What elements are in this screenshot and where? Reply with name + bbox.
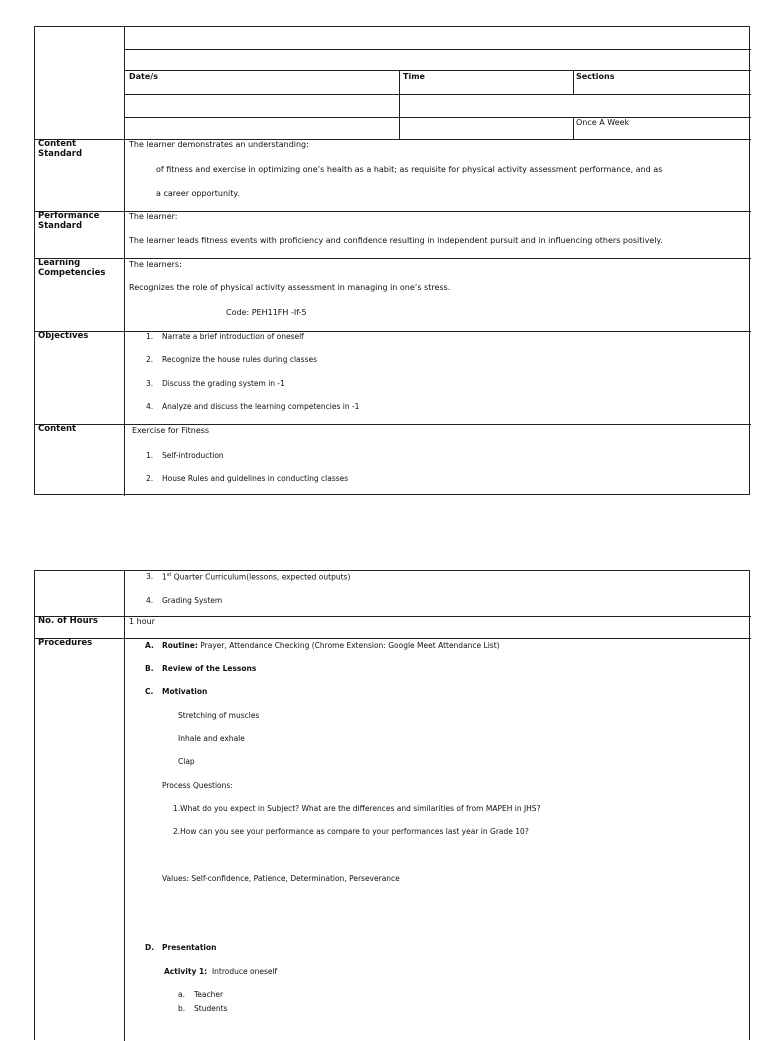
step-a-bold: Routine: [162,641,198,650]
row-divider [35,638,751,639]
objectives-label: Objectives [38,331,89,341]
activity-line [164,967,277,976]
step-d-text: Presentation [162,943,217,952]
column-divider [124,571,125,1041]
objective-number: 1. [146,332,154,341]
performance-standard-label: Performance Standard [38,211,100,231]
objective-number: 3. [146,379,154,388]
row-divider [124,117,751,118]
column-divider [399,70,400,139]
process-question: 1.What do you expect in Subject? What are the differences and similarities of from MAPEH in JHS? [173,804,541,813]
hours-value: 1 hour [129,617,155,626]
content-item: Self-introduction [162,451,224,460]
content-title: Exercise for Fitness [132,426,210,435]
step-a-letter: A. [145,641,154,650]
performance-standard-line2: The learner leads fitness events with proficiency and confidence resulting in independent pursuit and in influencing others positively. [129,236,663,245]
learning-competencies-line2: Recognizes the role of physical activity assessment in managing in one’s stress. [129,283,451,292]
step-b-letter: B. [145,664,154,673]
step-d-letter: D. [145,943,155,952]
time-label: Time [403,72,425,81]
sub-item-letter: a. [178,990,185,999]
motivation-item: Inhale and exhale [178,734,245,743]
values-text: Values: Self-confidence, Patience, Determination, Perseverance [162,874,400,883]
procedures-label: Procedures [38,638,93,648]
process-questions-label: Process Questions: [162,781,233,790]
process-question: 2.How can you see your performance as compare to your performances last year in Grade 10? [173,827,529,836]
learning-competencies-line1: The learners: [129,260,182,269]
content-item-ordinal: 1 [162,572,167,582]
learning-competencies-label: Learning Competencies [38,258,106,278]
objective-item: Narrate a brief introduction of oneself [162,332,304,341]
row-divider [35,331,751,332]
content-item-text: Quarter Curriculum(lessons, expected outputs) [171,572,351,582]
content-number: 3. [146,572,154,581]
row-divider [35,258,751,259]
lesson-plan-page-1 [34,26,750,495]
lesson-plan-page-2 [34,570,750,1040]
objective-item: Discuss the grading system in -1 [162,379,285,388]
content-number: 4. [146,596,154,605]
content-standard-line2: of fitness and exercise in optimizing one’s health as a habit; as requisite for physical activity assessment performance, and as [156,165,663,174]
step-a-text [162,641,500,650]
step-a-detail: Prayer, Attendance Checking (Chrome Extension: Google Meet Attendance List) [197,641,500,650]
content-item [162,572,350,582]
sections-label: Sections [576,72,615,81]
content-label: Content [38,424,77,434]
row-divider [35,424,751,425]
competency-code: Code: PEH11FH -If-5 [226,308,307,317]
content-item: Grading System [162,596,223,605]
content-standard-line3: a career opportunity. [156,189,240,198]
performance-standard-line1: The learner: [129,212,178,221]
content-item: House Rules and guidelines in conducting classes [162,474,349,483]
row-divider [124,94,751,95]
content-number: 2. [146,474,154,483]
sub-item: Students [194,1004,228,1013]
motivation-item: Stretching of muscles [178,711,260,720]
row-divider [124,49,751,50]
hours-label: No. of Hours [38,616,98,626]
content-number: 1. [146,451,154,460]
step-c-text: Motivation [162,687,208,696]
frequency-value: Once A Week [576,118,630,127]
objective-item: Analyze and discuss the learning competencies in -1 [162,402,360,411]
column-divider [124,27,125,496]
objective-number: 2. [146,355,154,364]
row-divider [124,70,751,71]
sub-item-letter: b. [178,1004,186,1013]
step-b-text: Review of the Lessons [162,664,257,673]
content-standard-label: Content Standard [38,139,83,159]
column-divider [573,117,574,139]
sub-item: Teacher [194,990,224,999]
activity-label: Activity 1: [164,967,208,976]
motivation-item: Clap [178,757,195,766]
step-c-letter: C. [145,687,154,696]
activity-text: Introduce oneself [207,967,278,976]
content-standard-line1: The learner demonstrates an understanding: [129,140,309,149]
objective-item: Recognize the house rules during classes [162,355,317,364]
column-divider [573,70,574,94]
objective-number: 4. [146,402,154,411]
date-label: Date/s [129,72,158,81]
content-item-ordinal-suffix: st [166,572,172,578]
